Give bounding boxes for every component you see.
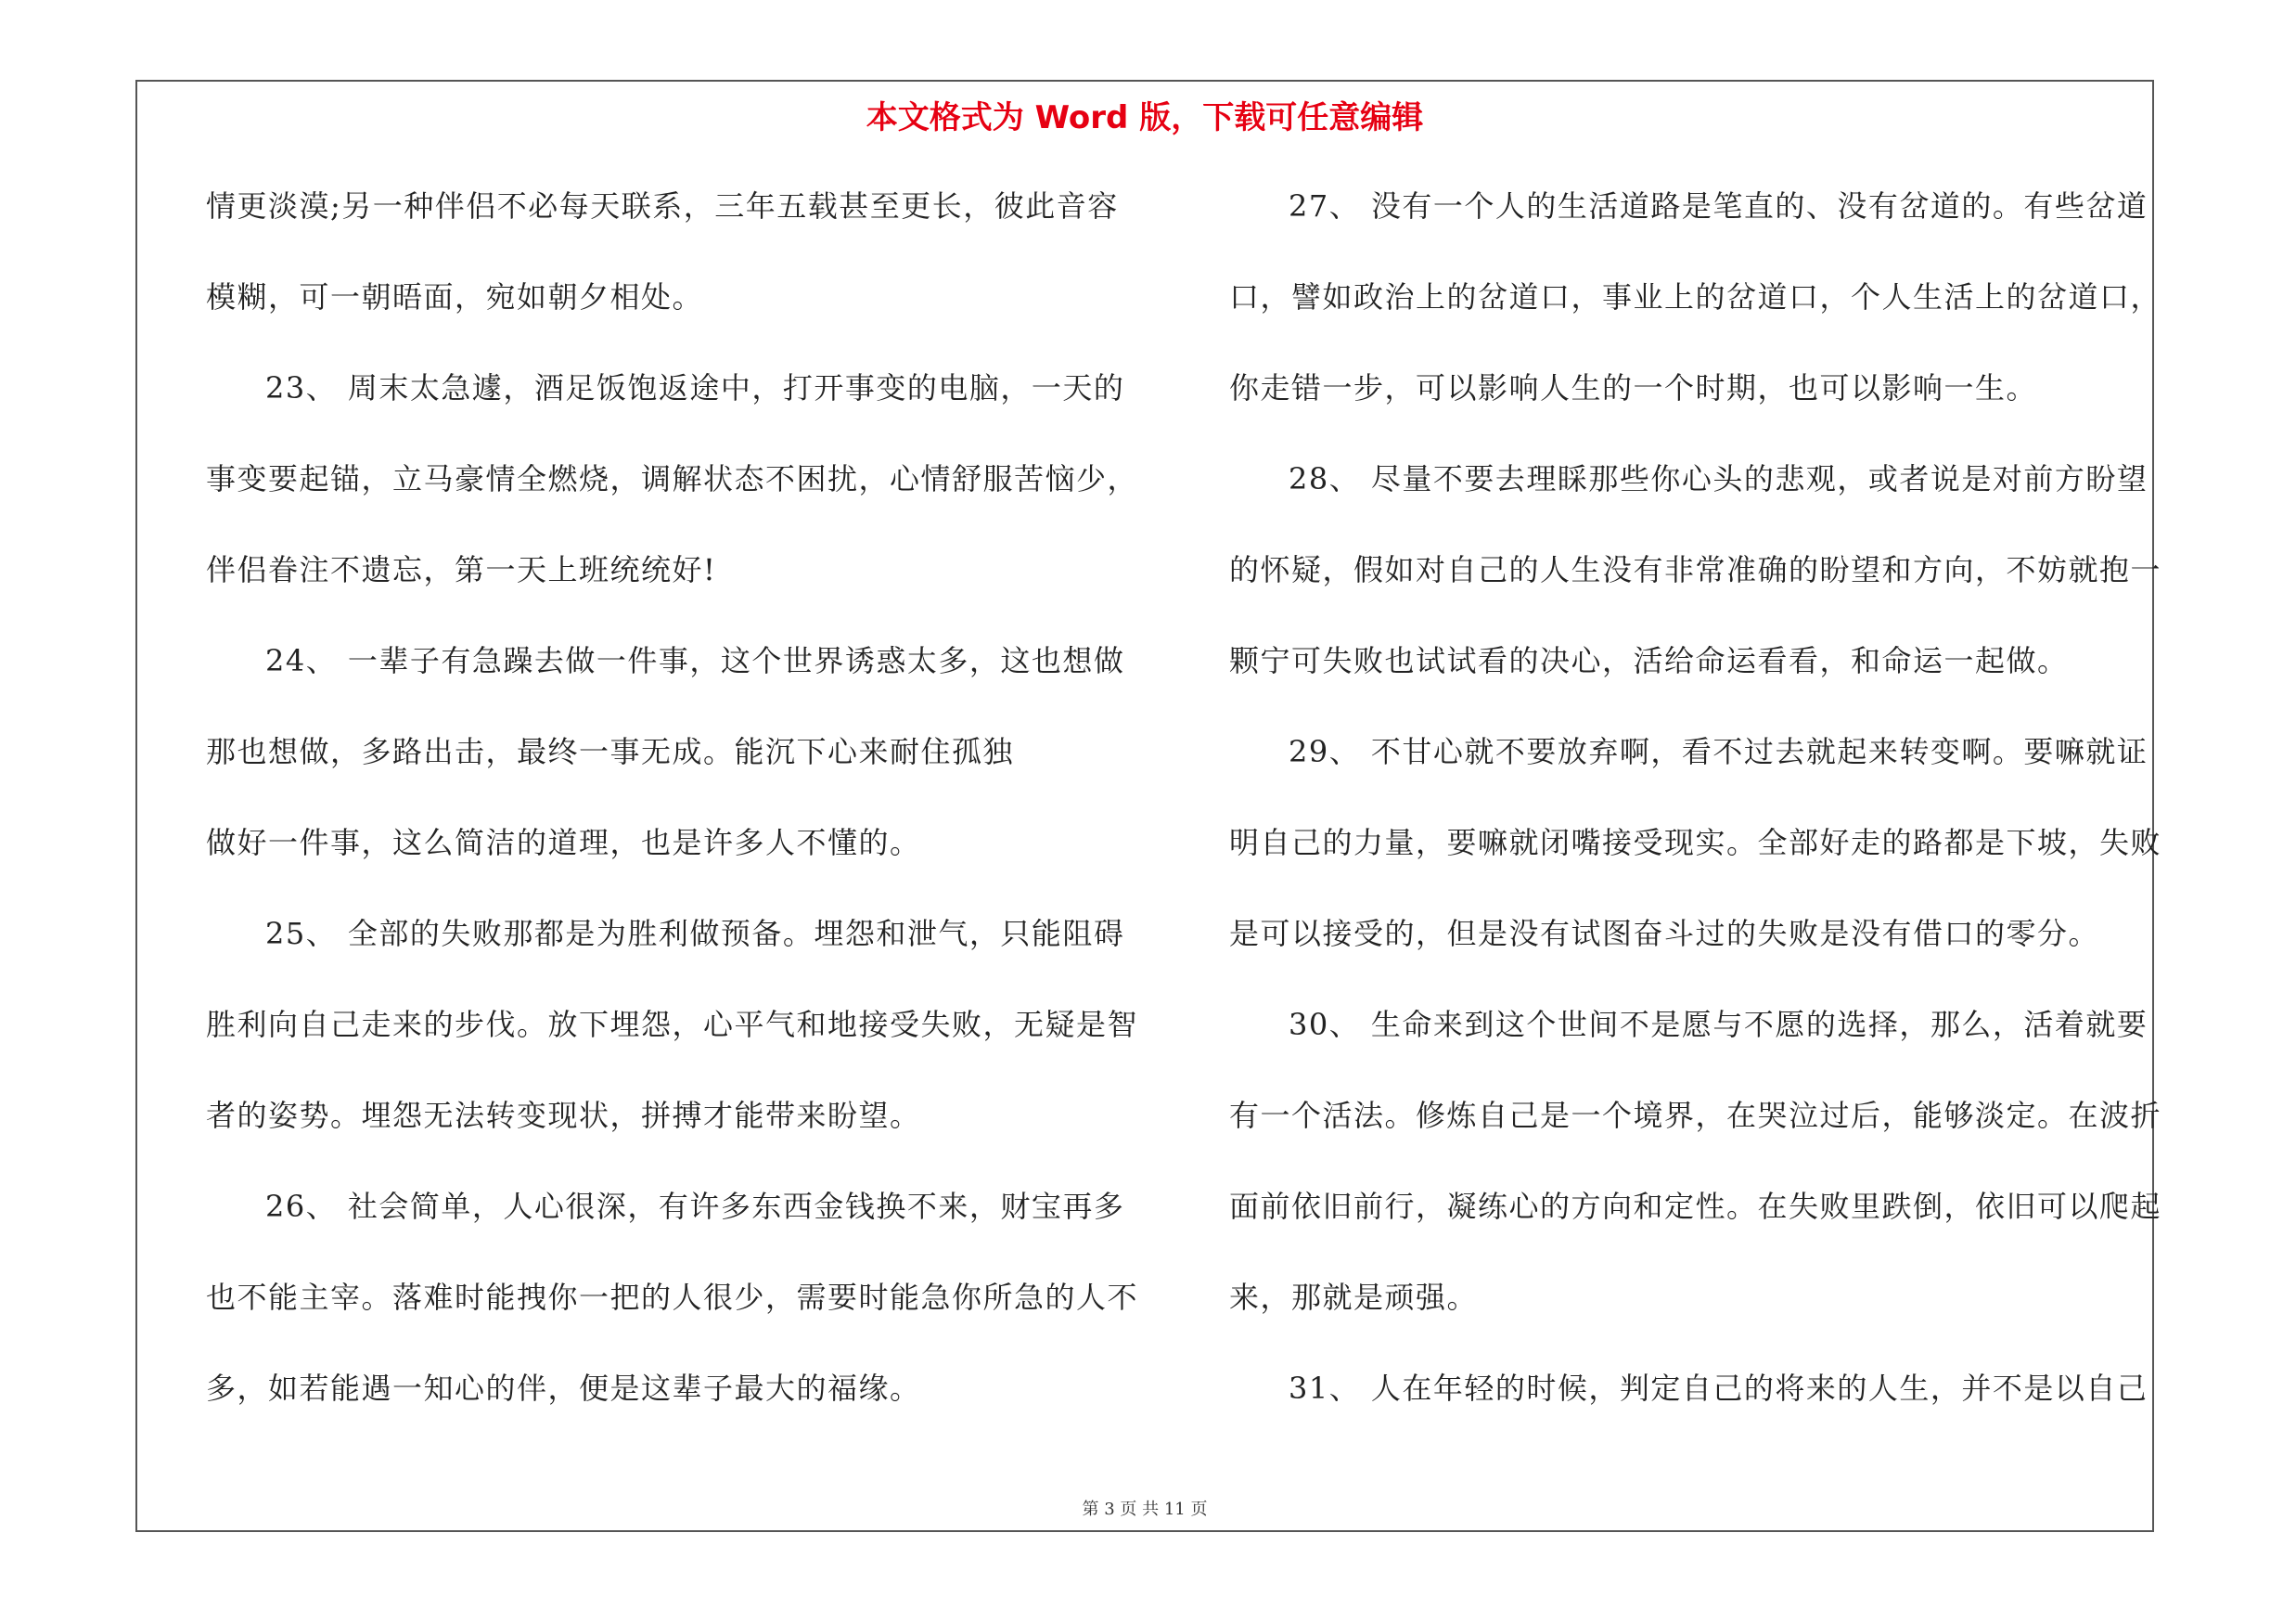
text-line: 那也想做，多路出击，最终一事无成。能沉下心来耐住孤独 <box>206 734 1015 769</box>
page-number-footer: 第 3 页 共 11 页 <box>1082 1500 1208 1519</box>
text-line: 有一个活法。修炼自己是一个境界，在哭泣过后，能够淡定。在波折 <box>1229 1098 2162 1133</box>
text-line: 的怀疑，假如对自己的人生没有非常准确的盼望和方向，不妨就抱一 <box>1229 552 2162 587</box>
text-line: 来，那就是顽强。 <box>1229 1280 1479 1315</box>
text-line: 你走错一步，可以影响人生的一个时期，也可以影响一生。 <box>1229 370 2038 406</box>
text-line: 明自己的力量，要嘛就闭嘴接受现实。全部好走的路都是下坡，失败 <box>1229 825 2162 860</box>
page-frame <box>135 80 2162 1532</box>
text-line: 口，譬如政治上的岔道口，事业上的岔道口，个人生活上的岔道口， <box>1229 279 2162 315</box>
text-line: 颗宁可失败也试试看的决心，活给命运看看，和命运一起做。 <box>1229 643 2069 678</box>
text-line: 伴侣眷注不遗忘，第一天上班统统好! <box>206 552 717 587</box>
text-line: 23、 周末太急遽，酒足饭饱返途中，打开事变的电脑，一天的 <box>265 370 1125 406</box>
text-line: 模糊，可一朝晤面，宛如朝夕相处。 <box>206 279 704 315</box>
text-line: 28、 尽量不要去理睬那些你心头的悲观，或者说是对前方盼望 <box>1289 461 2148 496</box>
text-line: 做好一件事，这么简洁的道理，也是许多人不懂的。 <box>206 825 921 860</box>
text-line: 26、 社会简单，人心很深，有许多东西金钱换不来，财宝再多 <box>265 1189 1125 1224</box>
text-line: 25、 全部的失败那都是为胜利做预备。埋怨和泄气，只能阻碍 <box>265 916 1125 951</box>
text-line: 是可以接受的，但是没有试图奋斗过的失败是没有借口的零分。 <box>1229 916 2100 951</box>
text-line: 也不能主宰。落难时能拽你一把的人很少，需要时能急你所急的人不 <box>206 1280 1139 1315</box>
text-line: 31、 人在年轻的时候，判定自己的将来的人生，并不是以自己 <box>1289 1371 2148 1406</box>
text-line: 面前依旧前行，凝练心的方向和定性。在失败里跌倒，依旧可以爬起 <box>1229 1189 2162 1224</box>
text-line: 29、 不甘心就不要放弃啊，看不过去就起来转变啊。要嘛就证 <box>1289 734 2148 769</box>
right-text-column <box>1229 182 2162 1455</box>
text-line: 27、 没有一个人的生活道路是笔直的、没有岔道的。有些岔道 <box>1289 188 2148 224</box>
text-line: 30、 生命来到这个世间不是愿与不愿的选择，那么，活着就要 <box>1289 1007 2148 1042</box>
text-line: 情更淡漠;另一种伴侣不必每天联系，三年五载甚至更长，彼此音容 <box>206 188 1119 224</box>
text-line: 胜利向自己走来的步伐。放下埋怨，心平气和地接受失败，无疑是智 <box>206 1007 1139 1042</box>
word-format-banner: 本文格式为 Word 版，下载可任意编辑 <box>866 99 1424 136</box>
left-text-column <box>206 182 1139 1455</box>
text-line: 者的姿势。埋怨无法转变现状，拼搏才能带来盼望。 <box>206 1098 921 1133</box>
text-line: 多，如若能遇一知心的伴，便是这辈子最大的福缘。 <box>206 1371 921 1406</box>
text-line: 事变要起锚，立马豪情全燃烧，调解状态不困扰，心情舒服苦恼少， <box>206 461 1139 496</box>
text-line: 24、 一辈子有急躁去做一件事，这个世界诱惑太多，这也想做 <box>265 643 1125 678</box>
